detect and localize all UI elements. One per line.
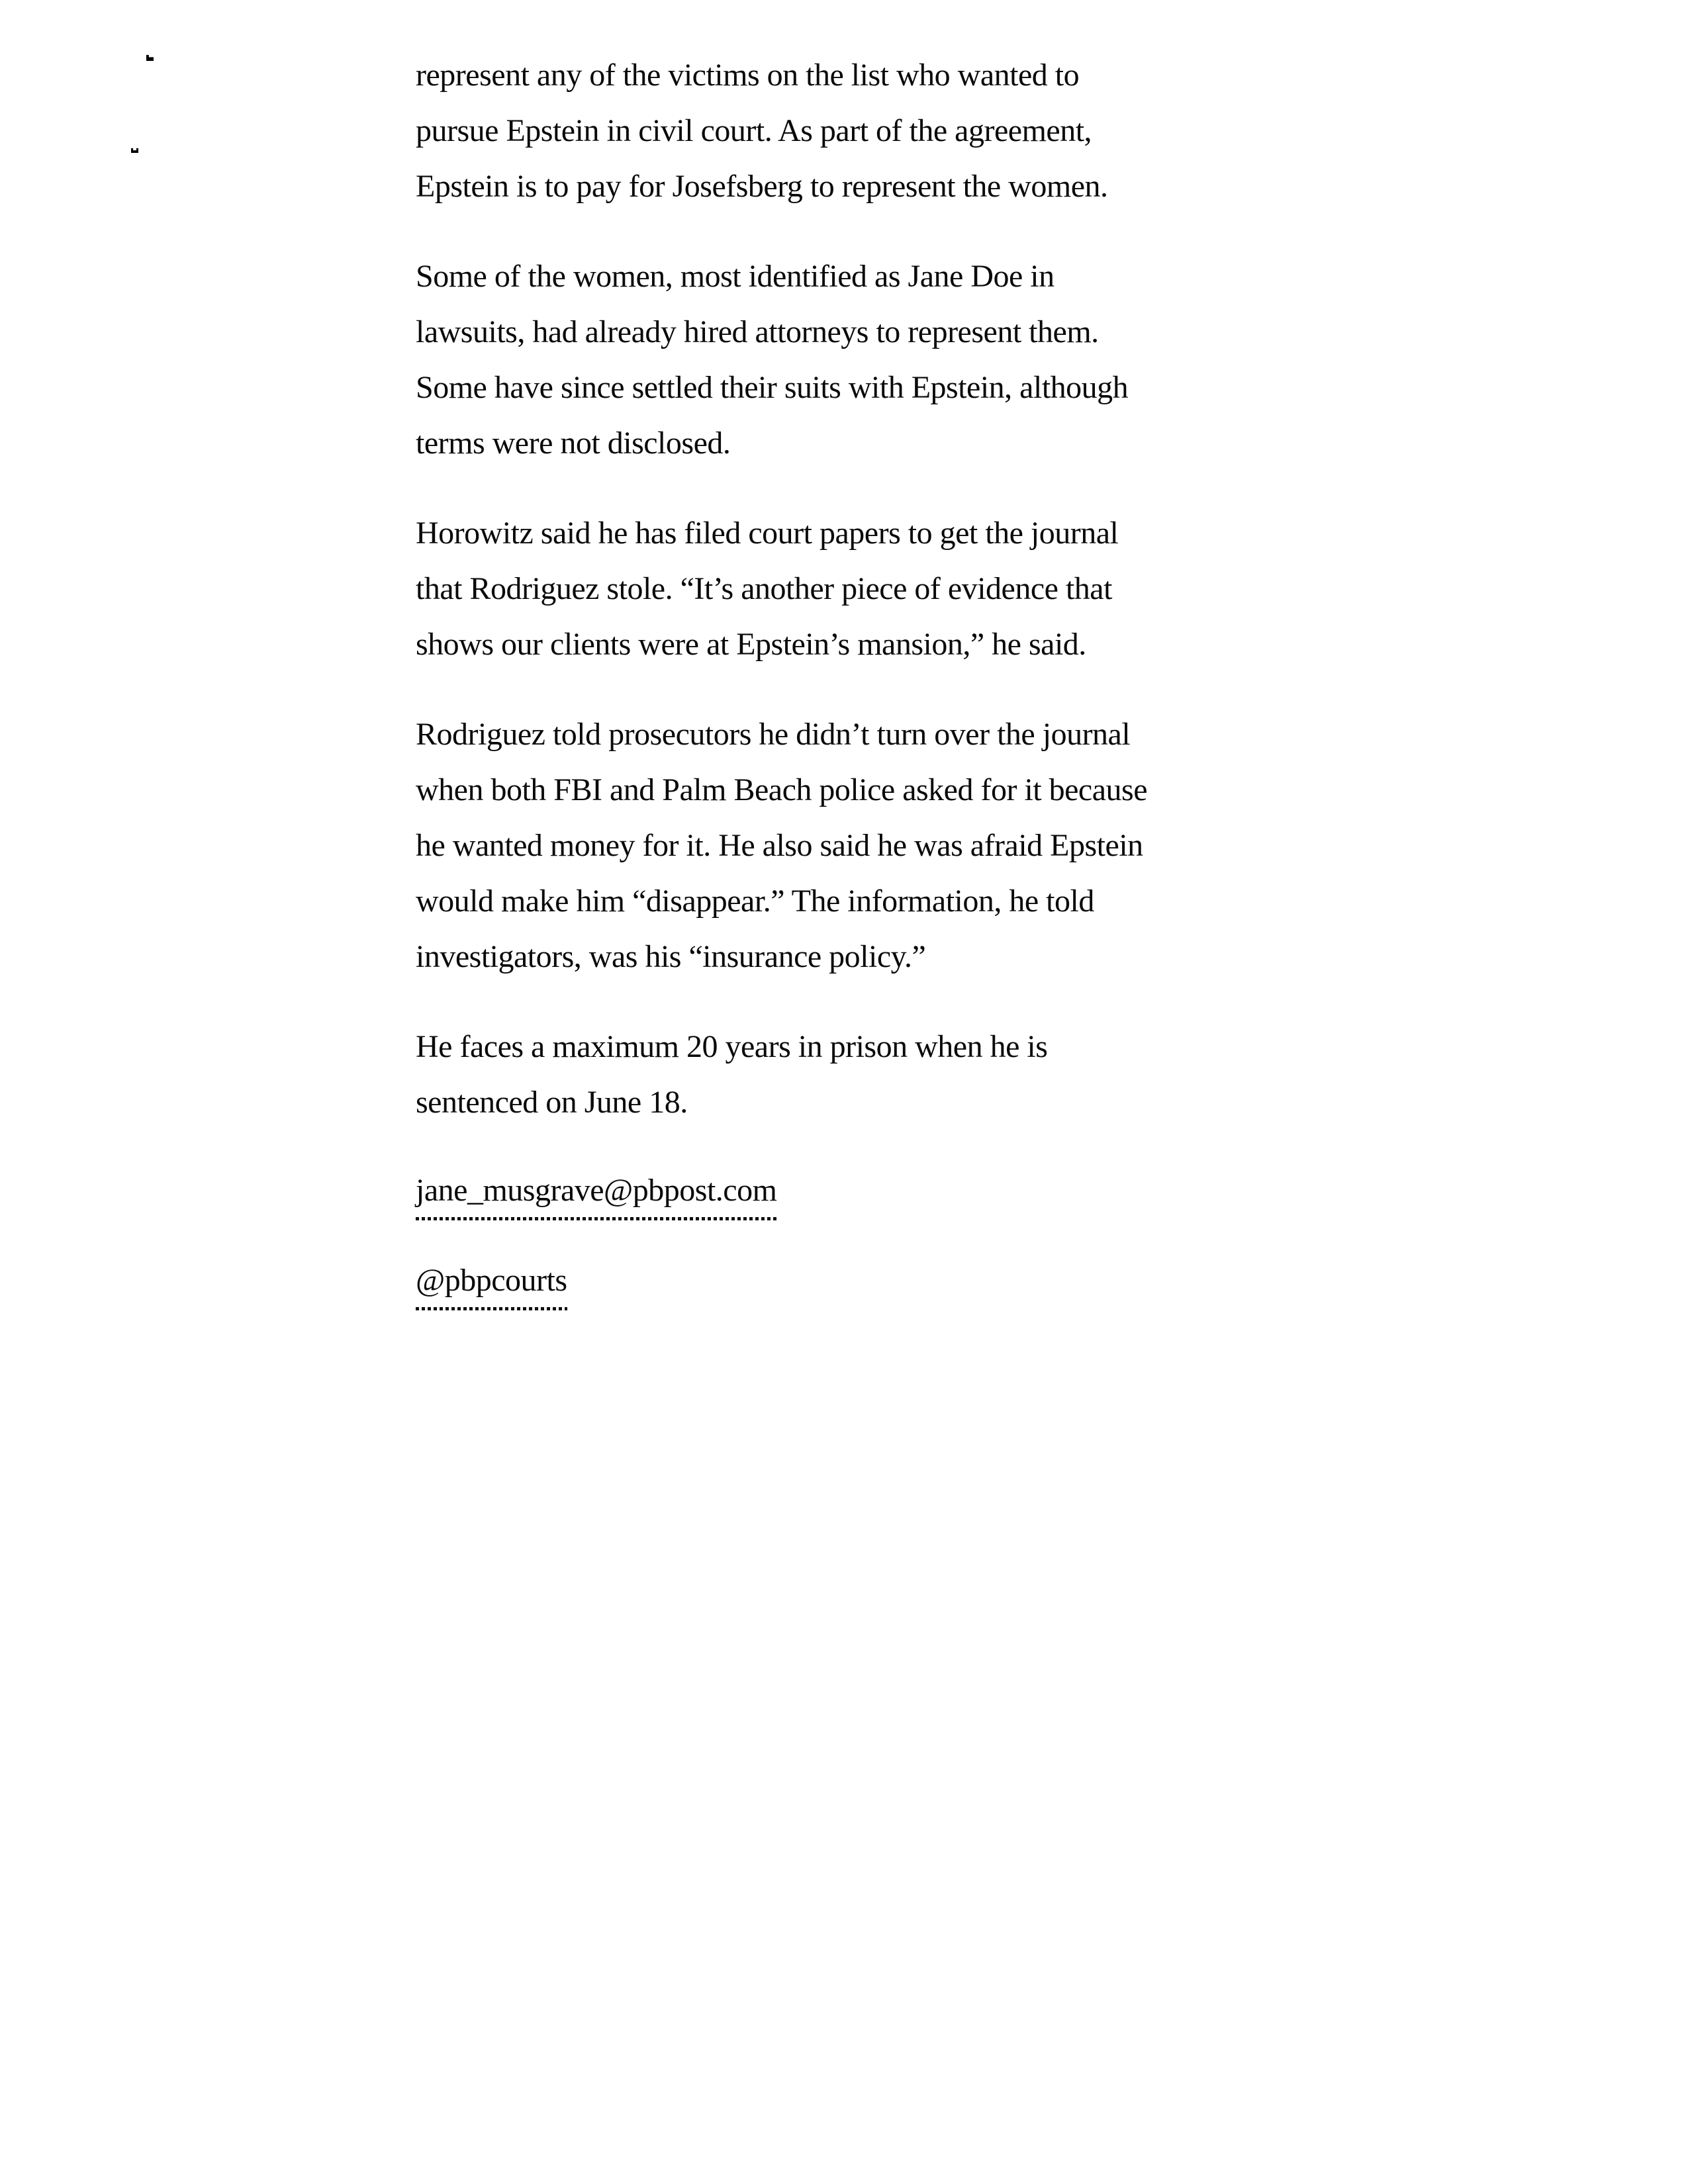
paragraph-line: shows our clients were at Epstein’s mansion,” he said. (416, 627, 1086, 662)
scan-artifact-speck (146, 55, 154, 61)
paragraph-line: He faces a maximum 20 years in prison when he is (416, 1029, 1048, 1064)
paragraph-line: pursue Epstein in civil court. As part of the agreement, (416, 113, 1092, 148)
article-paragraph (416, 249, 1270, 471)
paragraph-line: Rodriguez told prosecutors he didn’t turn over the journal (416, 717, 1131, 752)
paragraph-line: when both FBI and Palm Beach police asked for it because (416, 772, 1148, 807)
paragraph-line: Some of the women, most identified as Jane Doe in (416, 259, 1055, 294)
twitter-handle-block (416, 1255, 1270, 1310)
article-paragraph (416, 48, 1270, 214)
paragraph-line: terms were not disclosed. (416, 426, 731, 461)
paragraph-line: Epstein is to pay for Josefsberg to represent the women. (416, 169, 1108, 204)
twitter-handle-link[interactable]: @pbpcourts (416, 1255, 567, 1310)
paragraph-line: Horowitz said he has filed court papers to get the journal (416, 516, 1119, 551)
paragraph-line: would make him “disappear.” The information, he told (416, 884, 1094, 919)
article-paragraph (416, 1019, 1270, 1130)
article-paragraphs (416, 48, 1270, 1130)
paragraph-line: Some have since settled their suits with Epstein, although (416, 370, 1129, 405)
email-link-block (416, 1165, 1270, 1220)
email-link[interactable]: jane_musgrave@pbpost.com (416, 1165, 776, 1220)
paragraph-line: he wanted money for it. He also said he was afraid Epstein (416, 828, 1143, 863)
article-text-column (416, 48, 1270, 1345)
paragraph-line: investigators, was his “insurance policy.” (416, 939, 926, 974)
paragraph-line: that Rodriguez stole. “It’s another piece of evidence that (416, 571, 1112, 606)
scan-artifact-speck (131, 148, 138, 153)
article-paragraph (416, 506, 1270, 672)
paragraph-line: sentenced on June 18. (416, 1085, 688, 1120)
article-paragraph (416, 707, 1270, 985)
paragraph-line: represent any of the victims on the list who wanted to (416, 58, 1080, 93)
paragraph-line: lawsuits, had already hired attorneys to represent them. (416, 314, 1099, 349)
